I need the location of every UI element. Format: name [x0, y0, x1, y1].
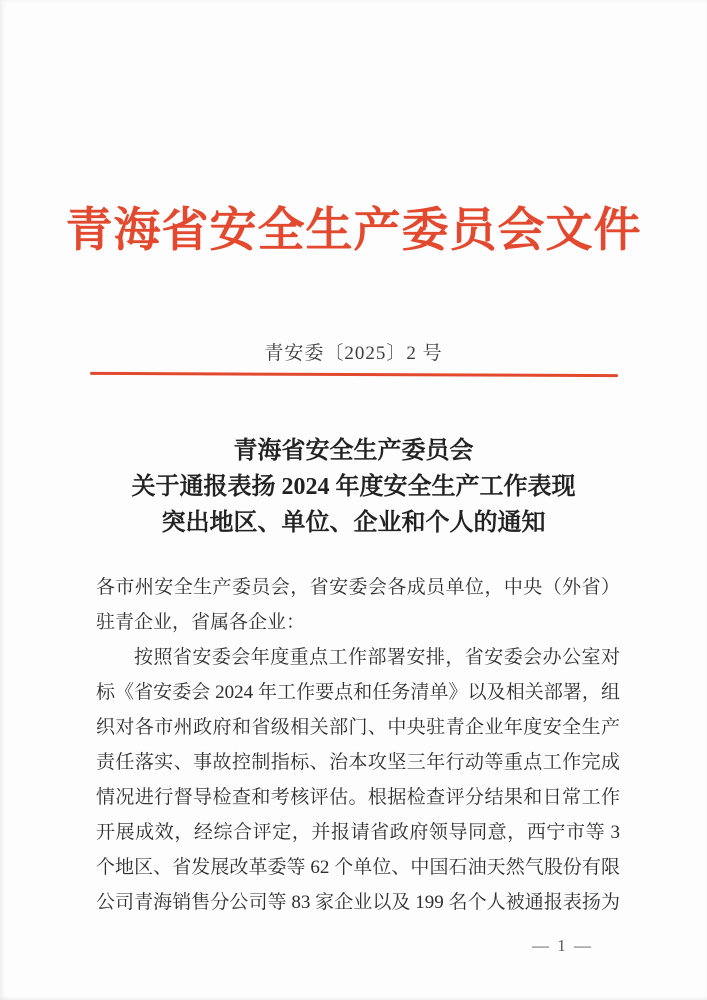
- body-line: 织对各市州政府和省级相关部门、中央驻青企业年度安全生产: [96, 717, 620, 738]
- document-header-title: 青海省安全生产委员会文件: [65, 205, 642, 257]
- page-number: — 1 —: [532, 936, 593, 955]
- body-line: 驻青企业，省属各企业：: [96, 612, 306, 633]
- notice-title-line-1: 青海省安全生产委员会: [233, 438, 474, 464]
- body-line: 责任落实、事故控制指标、治本攻坚三年行动等重点工作完成: [96, 752, 620, 773]
- body-line: 开展成效，经综合评定，并报请省政府领导同意，西宁市等 3: [96, 822, 620, 843]
- red-divider-line: [90, 372, 618, 377]
- body-line: 个地区、省发展改革委等 62 个单位、中国石油天然气股份有限: [96, 857, 620, 878]
- notice-title: [0, 433, 707, 541]
- body-line: 情况进行督导检查和考核评估。根据检查评分结果和日常工作: [96, 787, 620, 808]
- notice-title-line-3: 突出地区、单位、企业和个人的通知: [161, 510, 546, 536]
- body-line: 各市州安全生产委员会，省安委会各成员单位，中央（外省）: [96, 577, 620, 598]
- body-line: 按照省安委会年度重点工作部署安排，省安委会办公室对: [134, 647, 620, 668]
- body-line: 标《省安委会 2024 年工作要点和任务清单》以及相关部署，组: [96, 682, 620, 703]
- notice-title-line-2: 关于通报表扬 2024 年度安全生产工作表现: [131, 474, 576, 500]
- document-number: 青安委〔2025〕2 号: [264, 343, 443, 364]
- body-line: 公司青海销售分公司等 83 家企业以及 199 名个人被通报表扬为: [96, 892, 620, 913]
- notice-body: [96, 570, 620, 920]
